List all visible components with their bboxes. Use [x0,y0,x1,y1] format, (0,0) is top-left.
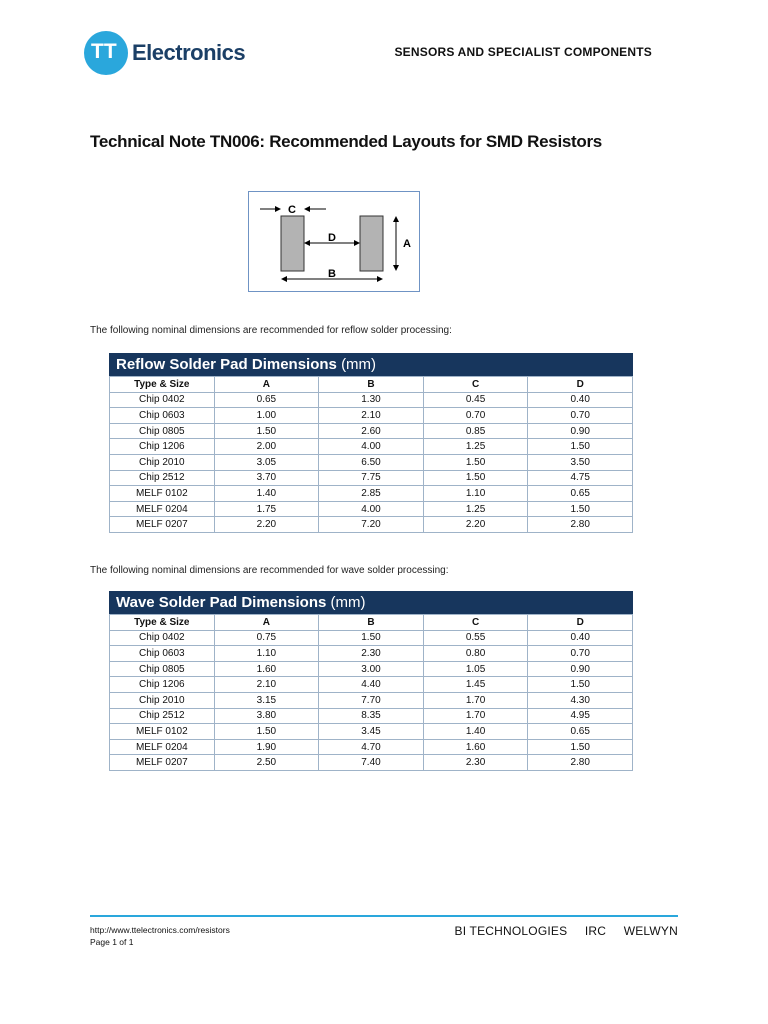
table-cell: 1.45 [423,677,528,693]
table-cell: 4.30 [528,692,633,708]
table-cell: Chip 2010 [110,692,215,708]
reflow-table-title: Reflow Solder Pad Dimensions (mm) [109,353,633,376]
table-cell: 2.10 [214,677,319,693]
table-cell: 3.15 [214,692,319,708]
table-cell: 1.90 [214,739,319,755]
table-cell: 1.05 [423,661,528,677]
table-cell: 1.10 [214,646,319,662]
table-cell: Chip 2512 [110,470,215,486]
table-cell: Chip 0805 [110,423,215,439]
table-cell: 2.80 [528,517,633,533]
reflow-column-header: D [528,377,633,393]
table-cell: 3.70 [214,470,319,486]
table-cell: 1.40 [423,724,528,740]
table-cell: 1.70 [423,708,528,724]
table-cell: 8.35 [319,708,424,724]
table-row [110,708,633,724]
table-cell: 1.50 [319,630,424,646]
table-row [110,630,633,646]
dim-label-b: B [328,268,336,280]
wave-column-header: D [528,615,633,631]
table-cell: 1.50 [214,724,319,740]
table-cell: MELF 0102 [110,486,215,502]
table-cell: 4.75 [528,470,633,486]
table-cell: 0.40 [528,392,633,408]
wave-intro: The following nominal dimensions are recommended for wave solder processing: [90,565,449,576]
table-cell: 2.00 [214,439,319,455]
table-row [110,501,633,517]
footer-url-link[interactable]: http://www.ttelectronics.com/resistors [90,925,230,935]
table-cell: 1.50 [528,501,633,517]
wave-column-header: Type & Size [110,615,215,631]
table-cell: 1.50 [528,739,633,755]
reflow-intro: The following nominal dimensions are recommended for reflow solder processing: [90,325,452,336]
table-cell: 2.30 [319,646,424,662]
table-cell: MELF 0102 [110,724,215,740]
brand-irc: IRC [584,924,607,938]
table-row [110,739,633,755]
table-cell: 1.60 [423,739,528,755]
wave-grid [109,614,633,771]
table-cell: 1.50 [423,454,528,470]
table-cell: 1.60 [214,661,319,677]
table-cell: 1.70 [423,692,528,708]
table-cell: 0.80 [423,646,528,662]
table-cell: 2.50 [214,755,319,771]
table-cell: 7.75 [319,470,424,486]
dim-label-d: D [328,232,336,244]
table-cell: 0.85 [423,423,528,439]
right-pad [360,216,383,271]
table-cell: MELF 0207 [110,517,215,533]
table-cell: 4.95 [528,708,633,724]
table-cell: 4.40 [319,677,424,693]
table-cell: 0.40 [528,630,633,646]
footer-divider [90,915,678,917]
table-cell: 2.20 [214,517,319,533]
table-row [110,517,633,533]
table-cell: 1.75 [214,501,319,517]
dim-label-a: A [403,238,411,250]
reflow-column-header: A [214,377,319,393]
table-cell: Chip 1206 [110,677,215,693]
table-cell: 1.50 [528,439,633,455]
table-cell: 2.20 [423,517,528,533]
pad-layout-diagram [248,191,420,292]
table-row [110,470,633,486]
company-logo [84,31,245,75]
table-cell: 1.40 [214,486,319,502]
table-cell: 3.00 [319,661,424,677]
table-cell: 0.65 [528,486,633,502]
table-row [110,755,633,771]
table-row [110,677,633,693]
table-cell: Chip 2010 [110,454,215,470]
table-cell: 0.70 [423,408,528,424]
table-cell: Chip 0603 [110,646,215,662]
reflow-column-header: C [423,377,528,393]
logo-mark: TT [91,40,117,63]
wave-table-title: Wave Solder Pad Dimensions (mm) [109,591,633,614]
table-cell: 0.90 [528,661,633,677]
table-row [110,423,633,439]
table-cell: 7.40 [319,755,424,771]
table-cell: Chip 0603 [110,408,215,424]
table-cell: 1.00 [214,408,319,424]
reflow-column-header: B [319,377,424,393]
table-cell: 1.50 [423,470,528,486]
table-cell: MELF 0204 [110,739,215,755]
table-row [110,408,633,424]
table-cell: 0.90 [528,423,633,439]
table-cell: 6.50 [319,454,424,470]
brand-welwyn: WELWYN [623,924,678,938]
table-cell: 1.30 [319,392,424,408]
table-cell: 2.85 [319,486,424,502]
logo-mark-icon [84,31,128,75]
reflow-table [109,353,633,533]
table-row [110,486,633,502]
table-cell: 4.70 [319,739,424,755]
page-title: Technical Note TN006: Recommended Layouts for SMD Resistors [90,132,602,151]
wave-column-header: C [423,615,528,631]
table-row [110,392,633,408]
table-cell: 4.00 [319,501,424,517]
page-number: Page 1 of 1 [90,937,134,947]
table-row [110,661,633,677]
table-cell: 2.30 [423,755,528,771]
table-cell: Chip 1206 [110,439,215,455]
table-cell: 3.45 [319,724,424,740]
table-cell: 0.65 [214,392,319,408]
table-cell: 3.05 [214,454,319,470]
table-cell: 4.00 [319,439,424,455]
logo-text: Electronics [132,40,246,65]
table-row [110,646,633,662]
table-row [110,724,633,740]
table-row [110,454,633,470]
table-cell: 2.80 [528,755,633,771]
table-cell: Chip 0805 [110,661,215,677]
wave-column-header: B [319,615,424,631]
table-cell: 1.50 [528,677,633,693]
reflow-grid [109,376,633,533]
table-cell: 0.75 [214,630,319,646]
brand-bi-technologies: BI TECHNOLOGIES [454,924,568,938]
left-pad [281,216,304,271]
table-cell: 1.25 [423,501,528,517]
table-cell: 0.70 [528,408,633,424]
brand-list [441,924,679,938]
table-cell: 0.45 [423,392,528,408]
table-cell: 1.25 [423,439,528,455]
dim-label-c: C [288,204,296,216]
table-cell: 1.50 [214,423,319,439]
table-cell: 7.20 [319,517,424,533]
wave-table [109,591,633,771]
table-cell: 7.70 [319,692,424,708]
table-cell: MELF 0207 [110,755,215,771]
table-cell: 0.55 [423,630,528,646]
table-cell: MELF 0204 [110,501,215,517]
table-cell: 0.65 [528,724,633,740]
reflow-column-header: Type & Size [110,377,215,393]
table-cell: 2.60 [319,423,424,439]
wave-column-header: A [214,615,319,631]
table-cell: Chip 0402 [110,630,215,646]
table-cell: 2.10 [319,408,424,424]
table-cell: 3.50 [528,454,633,470]
table-cell: 0.70 [528,646,633,662]
table-cell: 1.10 [423,486,528,502]
division-label: SENSORS AND SPECIALIST COMPONENTS [394,45,652,59]
table-cell: Chip 0402 [110,392,215,408]
table-cell: Chip 2512 [110,708,215,724]
table-row [110,692,633,708]
table-row [110,439,633,455]
table-cell: 3.80 [214,708,319,724]
